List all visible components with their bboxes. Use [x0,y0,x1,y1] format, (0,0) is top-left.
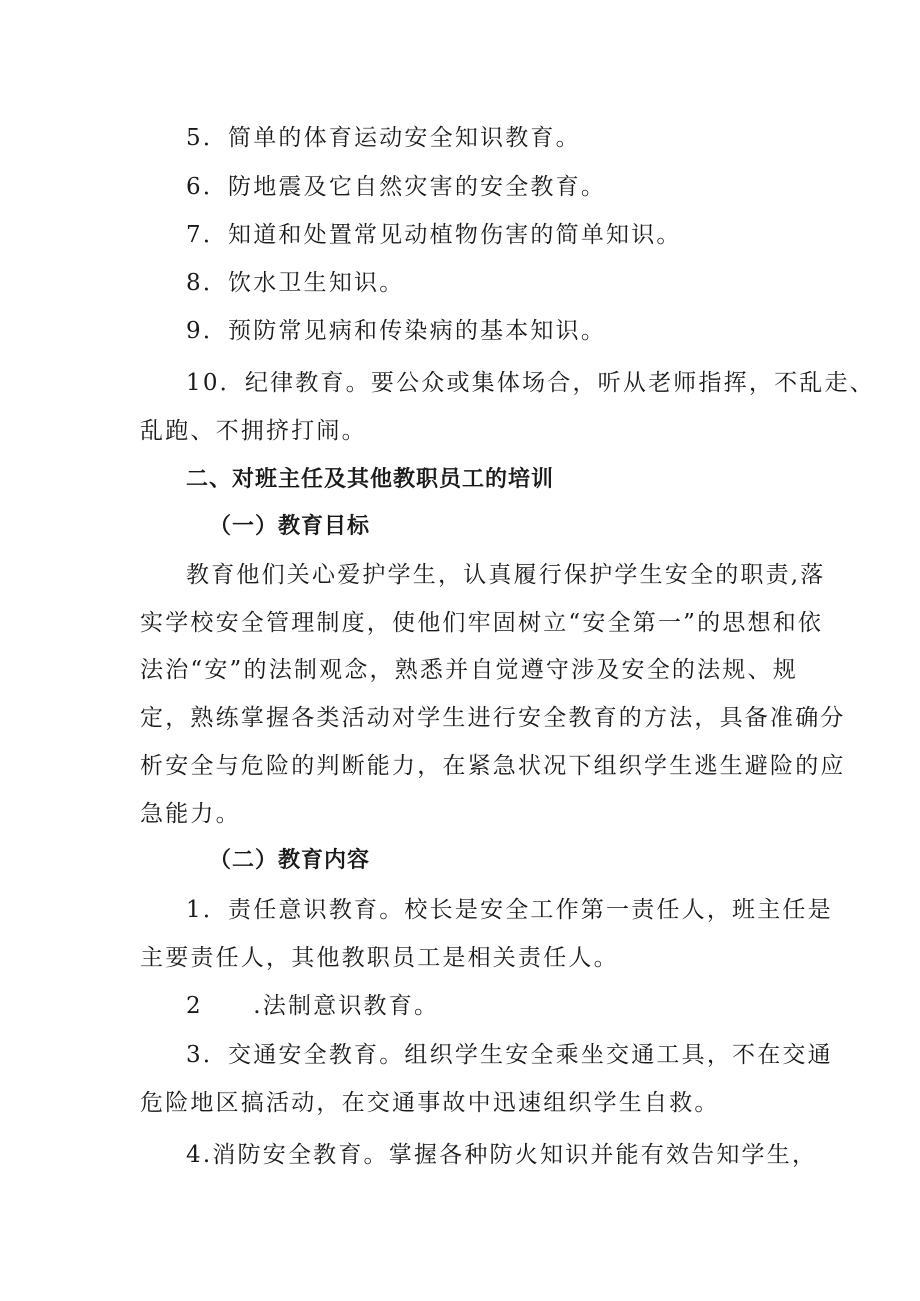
list-item-10-line1: 10．纪律教育。要公众或集体场合，听从老师指挥，不乱走、 [186,370,875,396]
goal-paragraph-line-2: 实学校安全管理制度，使他们牢固树立“安全第一”的思想和依 [140,610,824,636]
list-item-9: 9．预防常见病和传染病的基本知识。 [186,318,607,344]
goal-paragraph-line-6: 急能力。 [140,801,241,827]
content-item-3-line2: 危险地区搞活动，在交通事故中迅速组织学生自救。 [140,1090,720,1116]
goal-paragraph-line-3: 法治“安”的法制观念，熟悉并自觉遵守涉及安全的法规、规 [140,657,798,683]
list-item-6: 6．防地震及它自然灾害的安全教育。 [186,174,607,200]
list-item-10-line2: 乱跑、不拥挤打闹。 [140,418,367,444]
goal-paragraph-line-4: 定，熟练掌握各类活动对学生进行安全教育的方法，具备准确分 [140,705,846,731]
list-item-5: 5．简单的体育运动安全知识教育。 [186,125,581,151]
subsection-heading-goals: （一）教育目标 [209,514,371,539]
content-item-1-line1: 1．责任意识教育。校长是安全工作第一责任人，班主任是 [186,897,833,923]
content-item-3-line1: 3．交通安全教育。组织学生安全乘坐交通工具，不在交通 [186,1042,833,1068]
goal-paragraph-line-1: 教育他们关心爱护学生，认真履行保护学生安全的职责,落 [186,562,826,588]
section-heading: 二、对班主任及其他教职员工的培训 [186,467,555,492]
subsection-heading-content: （二）教育内容 [209,848,371,873]
list-item-7: 7．知道和处置常见动植物伤害的简单知识。 [186,222,682,248]
content-item-1-line2: 主要责任人，其他教职员工是相关责任人。 [140,945,619,971]
content-item-2: 2 .法制意识教育。 [186,993,440,1019]
content-item-4: 4.消防安全教育。掌握各种防火知识并能有效告知学生， [186,1142,818,1168]
list-item-8: 8．饮水卫生知识。 [186,270,405,296]
goal-paragraph-line-5: 析安全与危险的判断能力，在紧急状况下组织学生逃生避险的应 [140,753,846,779]
